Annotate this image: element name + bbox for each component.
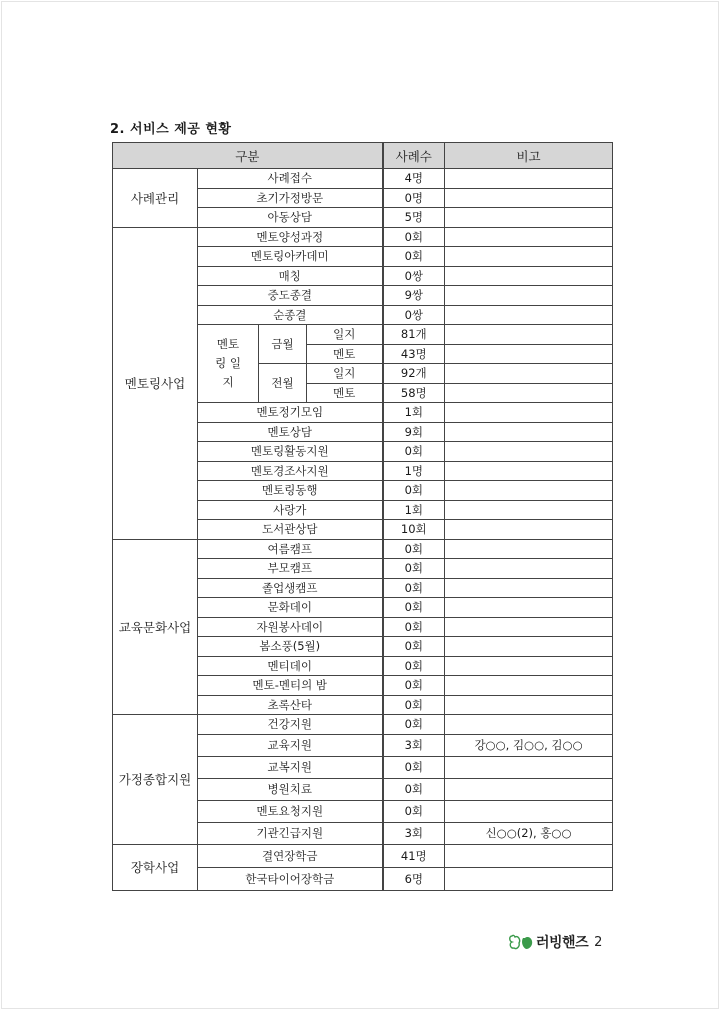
group-label: 멘토링사업 — [113, 227, 198, 539]
row-label: 사례접수 — [198, 169, 383, 189]
table-row — [113, 227, 613, 247]
row-label: 기관긴급지원 — [198, 822, 383, 844]
row-count: 0회 — [383, 800, 445, 822]
header-note: 비고 — [445, 143, 613, 169]
journal-label: 멘토링 일지 — [198, 325, 259, 403]
row-count: 0회 — [383, 598, 445, 618]
group-label: 가정종합지원 — [113, 715, 198, 845]
footer — [508, 930, 602, 954]
row-label: 초기가정방문 — [198, 188, 383, 208]
row-label: 여름캠프 — [198, 539, 383, 559]
row-note — [445, 188, 613, 208]
row-count: 0회 — [383, 656, 445, 676]
row-note — [445, 169, 613, 189]
row-label: 건강지원 — [198, 715, 383, 735]
row-count: 58명 — [383, 383, 445, 403]
table-row — [113, 169, 613, 189]
row-note — [445, 344, 613, 364]
group-label: 장학사업 — [113, 844, 198, 890]
row-note — [445, 227, 613, 247]
row-note — [445, 442, 613, 462]
row-label: 결연장학금 — [198, 844, 383, 867]
row-count: 9쌍 — [383, 286, 445, 306]
row-count: 10회 — [383, 520, 445, 540]
row-note — [445, 676, 613, 696]
row-count: 0회 — [383, 539, 445, 559]
row-count: 0명 — [383, 188, 445, 208]
row-label: 멘티데이 — [198, 656, 383, 676]
row-label: 매칭 — [198, 266, 383, 286]
row-note — [445, 539, 613, 559]
row-count: 41명 — [383, 844, 445, 867]
row-note — [445, 208, 613, 228]
table-row — [113, 715, 613, 735]
table-row — [113, 539, 613, 559]
row-count: 43명 — [383, 344, 445, 364]
row-count: 0회 — [383, 481, 445, 501]
row-note — [445, 247, 613, 267]
row-count: 0회 — [383, 715, 445, 735]
row-label: 멘토-멘티의 밤 — [198, 676, 383, 696]
row-note — [445, 500, 613, 520]
row-count: 0회 — [383, 637, 445, 657]
header-category: 구분 — [113, 143, 383, 169]
group-label: 사례관리 — [113, 169, 198, 228]
row-note — [445, 637, 613, 657]
row-count: 3회 — [383, 734, 445, 756]
row-count: 1회 — [383, 403, 445, 423]
row-count: 0회 — [383, 617, 445, 637]
row-count: 1명 — [383, 461, 445, 481]
journal-sub-log: 일지 — [307, 325, 383, 345]
row-note — [445, 266, 613, 286]
row-label: 도서관상담 — [198, 520, 383, 540]
journal-sub-mentor: 멘토 — [307, 383, 383, 403]
table-header-row — [113, 143, 613, 169]
table-row — [113, 844, 613, 867]
service-table — [112, 142, 613, 891]
row-label: 부모캠프 — [198, 559, 383, 579]
row-note — [445, 778, 613, 800]
row-count: 0쌍 — [383, 266, 445, 286]
row-count: 9회 — [383, 422, 445, 442]
row-note — [445, 559, 613, 579]
row-note — [445, 756, 613, 778]
journal-sub-mentor: 멘토 — [307, 344, 383, 364]
row-note — [445, 422, 613, 442]
row-count: 0회 — [383, 695, 445, 715]
row-note — [445, 481, 613, 501]
row-note — [445, 461, 613, 481]
row-label: 중도종결 — [198, 286, 383, 306]
logo-text: 러빙핸즈 — [536, 935, 589, 951]
page-number: 2 — [594, 934, 603, 950]
row-note — [445, 520, 613, 540]
row-label: 자원봉사데이 — [198, 617, 383, 637]
row-label: 멘토요청지원 — [198, 800, 383, 822]
header-count: 사례수 — [383, 143, 445, 169]
row-count: 0회 — [383, 559, 445, 579]
row-count: 3회 — [383, 822, 445, 844]
section-title: 2. 서비스 제공 현황 — [110, 122, 232, 137]
row-note — [445, 867, 613, 890]
row-note — [445, 800, 613, 822]
row-label: 멘토링활동지원 — [198, 442, 383, 462]
row-note — [445, 403, 613, 423]
row-label: 졸업생캠프 — [198, 578, 383, 598]
row-label: 멘토링아카데미 — [198, 247, 383, 267]
row-count: 0회 — [383, 756, 445, 778]
row-note — [445, 364, 613, 384]
row-count: 1회 — [383, 500, 445, 520]
row-note — [445, 578, 613, 598]
row-count: 0회 — [383, 578, 445, 598]
row-count: 0회 — [383, 442, 445, 462]
row-label: 멘토양성과정 — [198, 227, 383, 247]
row-count: 0회 — [383, 676, 445, 696]
row-label: 멘토링동행 — [198, 481, 383, 501]
row-count: 0회 — [383, 247, 445, 267]
row-label: 봄소풍(5월) — [198, 637, 383, 657]
row-label: 멘토상담 — [198, 422, 383, 442]
row-note — [445, 617, 613, 637]
row-note — [445, 383, 613, 403]
group-label: 교육문화사업 — [113, 539, 198, 715]
row-label: 교육지원 — [198, 734, 383, 756]
row-count: 4명 — [383, 169, 445, 189]
row-count: 92개 — [383, 364, 445, 384]
row-note — [445, 286, 613, 306]
row-note: 신○○(2), 홍○○ — [445, 822, 613, 844]
row-count: 81개 — [383, 325, 445, 345]
journal-month-previous: 전월 — [259, 364, 307, 403]
row-count: 0회 — [383, 778, 445, 800]
journal-sub-log: 일지 — [307, 364, 383, 384]
row-note: 강○○, 김○○, 김○○ — [445, 734, 613, 756]
journal-month-current: 금월 — [259, 325, 307, 364]
row-count: 6명 — [383, 867, 445, 890]
row-note — [445, 598, 613, 618]
row-label: 사랑가 — [198, 500, 383, 520]
row-label: 초록산타 — [198, 695, 383, 715]
row-note — [445, 325, 613, 345]
row-label: 순종결 — [198, 305, 383, 325]
row-label: 멘토경조사지원 — [198, 461, 383, 481]
row-note — [445, 695, 613, 715]
row-label: 병원치료 — [198, 778, 383, 800]
row-label: 멘토정기모임 — [198, 403, 383, 423]
row-note — [445, 305, 613, 325]
hands-logo-icon — [508, 932, 534, 952]
row-label: 아동상담 — [198, 208, 383, 228]
row-note — [445, 656, 613, 676]
row-label: 한국타이어장학금 — [198, 867, 383, 890]
row-count: 0회 — [383, 227, 445, 247]
row-note — [445, 844, 613, 867]
row-note — [445, 715, 613, 735]
row-count: 5명 — [383, 208, 445, 228]
row-label: 문화데이 — [198, 598, 383, 618]
row-count: 0쌍 — [383, 305, 445, 325]
row-label: 교복지원 — [198, 756, 383, 778]
